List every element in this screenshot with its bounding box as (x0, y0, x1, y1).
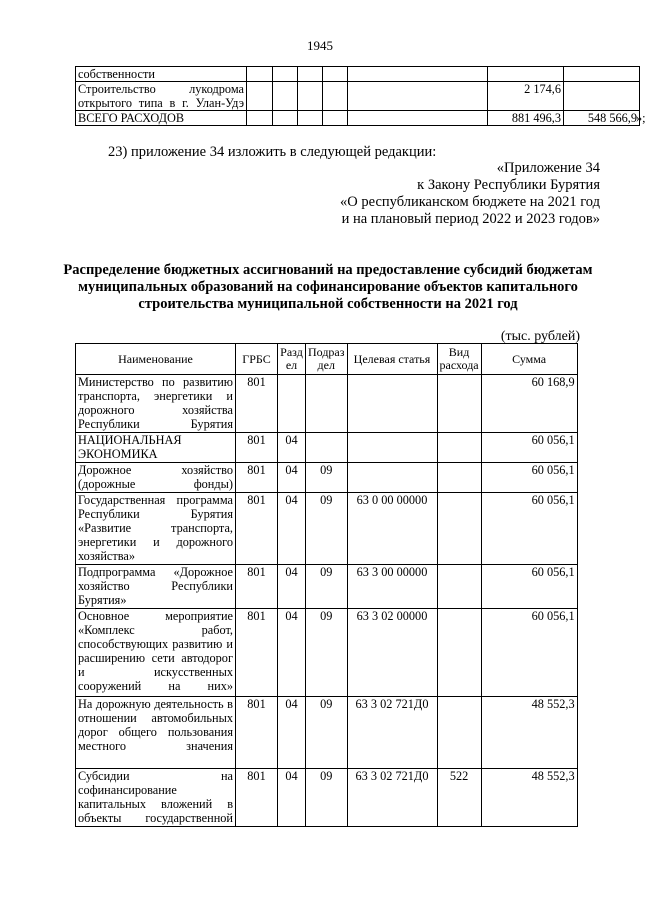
instruction-text: 23) приложение 34 изложить в следующей редакции: (108, 144, 437, 160)
cell-sum: 60 056,1 (481, 493, 577, 565)
table-header-row (76, 344, 578, 375)
cell-vid (437, 697, 481, 769)
cell-name: На дорожную деятельность в отношении автомобильных дорог общего пользования местного значения (76, 697, 236, 769)
cell-podrazdel: 09 (306, 609, 348, 697)
cell-name: Дорожное хозяйство (дорожные фонды) (76, 463, 236, 493)
cell-razdel: 04 (278, 769, 306, 827)
table-row (76, 493, 578, 565)
header-podrazdel: Подраз дел (306, 344, 348, 375)
table-row (76, 463, 578, 493)
cell-grbs: 801 (236, 375, 278, 433)
row-amount-total: 548 566,9 »; (564, 111, 640, 126)
cell-target (347, 375, 437, 433)
cell-target: 63 0 00 00000 (347, 493, 437, 565)
appendix-line: к Закону Республики Бурятия (417, 177, 600, 193)
table-row (76, 82, 640, 111)
table-row (76, 111, 640, 126)
header-sum: Сумма (481, 344, 577, 375)
table-row (76, 375, 578, 433)
row-amount (564, 67, 640, 82)
closing-quote: »; (636, 111, 646, 125)
table-row (76, 433, 578, 463)
budget-table (75, 343, 578, 827)
appendix-line: и на плановый период 2022 и 2023 годов» (341, 211, 600, 227)
cell-name: НАЦИОНАЛЬНАЯ ЭКОНОМИКА (76, 433, 236, 463)
cell-vid (437, 433, 481, 463)
row-name: Строительство лукодрома открытого типа в г. Улан-Удэ (76, 82, 247, 111)
units-label: (тыс. рублей) (500, 329, 580, 344)
cell-target: 63 3 02 721Д0 (347, 697, 437, 769)
cell-razdel: 04 (278, 697, 306, 769)
cell-razdel: 04 (278, 493, 306, 565)
header-name: Наименование (76, 344, 236, 375)
row-name: собственности (76, 67, 247, 82)
cell-target: 63 3 02 721Д0 (347, 769, 437, 827)
continuation-table (75, 66, 646, 126)
appendix-line: «О республиканском бюджете на 2021 год (340, 194, 600, 210)
cell-grbs: 801 (236, 463, 278, 493)
cell-podrazdel (306, 375, 348, 433)
cell-sum: 48 552,3 (481, 769, 577, 827)
row-name: ВСЕГО РАСХОДОВ (76, 111, 247, 126)
cell-name: Подпрограмма «Дорожное хозяйство Республики Бурятия» (76, 565, 236, 609)
row-amount (564, 82, 640, 111)
cell-podrazdel (306, 433, 348, 463)
cell-razdel: 04 (278, 609, 306, 697)
cell-sum: 60 056,1 (481, 609, 577, 697)
cell-target: 63 3 02 00000 (347, 609, 437, 697)
table-row (76, 67, 640, 82)
cell-grbs: 801 (236, 493, 278, 565)
cell-vid (437, 375, 481, 433)
row-amount: 2 174,6 (488, 82, 564, 111)
cell-vid (437, 493, 481, 565)
cell-name: Основное мероприятие «Комплекс работ, способствующих развитию и расширению сети автодорог и искусственных сооружений на них» (76, 609, 236, 697)
cell-sum: 60 056,1 (481, 433, 577, 463)
cell-target (347, 463, 437, 493)
cell-grbs: 801 (236, 609, 278, 697)
cell-name: Государственная программа Республики Бурятия «Развитие транспорта, энергетики и дорожного хозяйства» (76, 493, 236, 565)
cell-podrazdel: 09 (306, 565, 348, 609)
cell-name: Министерство по развитию транспорта, энергетики и дорожного хозяйства Республики Бурятия (76, 375, 236, 433)
row-amount (488, 67, 564, 82)
cell-grbs: 801 (236, 565, 278, 609)
table-row (76, 769, 578, 827)
cell-name: Субсидии на софинансирование капитальных вложений в объекты государственной (76, 769, 236, 827)
header-grbs: ГРБС (236, 344, 278, 375)
cell-grbs: 801 (236, 697, 278, 769)
cell-razdel: 04 (278, 433, 306, 463)
cell-target (347, 433, 437, 463)
cell-sum: 60 168,9 (481, 375, 577, 433)
cell-razdel (278, 375, 306, 433)
document-title: Распределение бюджетных ассигнований на предоставление субсидий бюджетам муниципальных образований на софинансирование объектов капитального строительства муниципальной собственности на 2021 год (63, 262, 593, 312)
cell-podrazdel: 09 (306, 697, 348, 769)
cell-podrazdel: 09 (306, 493, 348, 565)
cell-vid: 522 (437, 769, 481, 827)
cell-sum: 60 056,1 (481, 565, 577, 609)
appendix-header (340, 160, 600, 228)
row-amount: 881 496,3 (488, 111, 564, 126)
header-razdel: Разд ел (278, 344, 306, 375)
cell-podrazdel: 09 (306, 769, 348, 827)
page-number: 1945 (307, 38, 333, 53)
cell-sum: 60 056,1 (481, 463, 577, 493)
cell-vid (437, 463, 481, 493)
header-target: Целевая статья (347, 344, 437, 375)
cell-grbs: 801 (236, 433, 278, 463)
table-row (76, 565, 578, 609)
table-row (76, 609, 578, 697)
cell-vid (437, 565, 481, 609)
cell-grbs: 801 (236, 769, 278, 827)
cell-target: 63 3 00 00000 (347, 565, 437, 609)
header-vid: Вид расхода (437, 344, 481, 375)
table-row (76, 697, 578, 769)
cell-razdel: 04 (278, 565, 306, 609)
cell-sum: 48 552,3 (481, 697, 577, 769)
cell-razdel: 04 (278, 463, 306, 493)
appendix-line: «Приложение 34 (496, 160, 600, 176)
cell-podrazdel: 09 (306, 463, 348, 493)
cell-vid (437, 609, 481, 697)
